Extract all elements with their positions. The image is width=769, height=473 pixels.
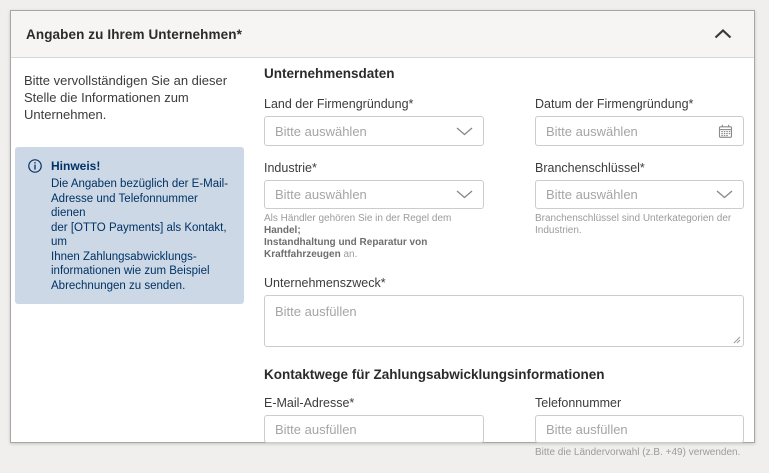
chevron-down-icon	[456, 190, 473, 199]
field-unternehmenszweck	[264, 275, 746, 347]
industrie-placeholder: Bitte auswählen	[275, 187, 367, 202]
telefonnummer-helper: Bitte die Ländervorwahl (z.B. +49) verwenden.	[535, 447, 741, 458]
field-telefonnummer	[535, 395, 744, 459]
datum-input-wrap[interactable]	[535, 116, 744, 146]
panel-body	[11, 58, 754, 458]
text-line: Ihnen Zahlungsabwicklungs-	[51, 250, 197, 263]
form-column	[264, 66, 746, 473]
form-row-2	[264, 160, 746, 261]
industrie-label: Industrie*	[264, 161, 317, 175]
collapse-button[interactable]	[714, 29, 732, 39]
branchenschluessel-select[interactable]	[535, 180, 744, 209]
chevron-down-icon	[456, 127, 473, 136]
info-icon	[28, 159, 42, 173]
unternehmenszweck-textarea-wrap	[264, 295, 744, 347]
chevron-down-icon	[716, 190, 733, 199]
helper-text: an.	[340, 249, 358, 260]
datum-label: Datum der Firmengründung*	[535, 97, 694, 111]
branchenschluessel-placeholder: Bitte auswählen	[546, 187, 638, 202]
email-label: E-Mail-Adresse*	[264, 396, 355, 410]
helper-bold: Instandhaltung und Reparatur von Kraftfahrzeugen	[264, 237, 428, 260]
land-select[interactable]	[264, 116, 484, 146]
unternehmenszweck-textarea[interactable]	[265, 296, 743, 346]
telefonnummer-label: Telefonnummer	[535, 396, 622, 410]
text-line: Stelle die Informationen zum	[24, 90, 189, 105]
branchenschluessel-helper: Branchenschlüssel sind Unterkategorien der Industrien.	[535, 213, 732, 236]
field-branchenschluessel	[535, 160, 744, 261]
field-land-der-firmengruendung	[264, 96, 484, 146]
hint-title: Hinweis!	[51, 159, 101, 173]
text-line: der [OTTO Payments] als Kontakt, um	[51, 221, 227, 248]
industrie-select[interactable]	[264, 180, 484, 209]
text-line: Abrechnungen zu senden.	[51, 279, 186, 292]
email-input[interactable]	[264, 415, 484, 443]
form-row-1	[264, 96, 746, 146]
resize-handle-icon[interactable]	[733, 336, 741, 344]
chevron-up-icon	[714, 29, 732, 39]
hint-content	[51, 158, 232, 293]
company-details-panel	[10, 10, 755, 458]
calendar-icon[interactable]	[718, 124, 733, 139]
form-row-3	[264, 395, 746, 459]
text-line: Die Angaben bezüglich der E-Mail-	[51, 178, 229, 190]
field-datum-der-firmengruendung	[535, 96, 744, 146]
land-placeholder: Bitte auswählen	[275, 123, 367, 139]
hint-text	[51, 177, 232, 293]
telefonnummer-input[interactable]	[535, 415, 744, 443]
helper-text: Als Händler gehören Sie in der Regel dem	[264, 213, 452, 224]
info-column	[24, 72, 259, 304]
section-title-unternehmensdaten: Unternehmensdaten	[264, 66, 395, 81]
text-line: Adresse und Telefonnummer dienen	[51, 192, 198, 219]
unternehmenszweck-label: Unternehmenszweck*	[264, 276, 386, 290]
panel-title: Angaben zu Ihrem Unternehmen*	[26, 26, 242, 42]
text-line: Bitte vervollständigen Sie an dieser	[24, 73, 228, 88]
field-email-adresse	[264, 395, 484, 459]
datum-input[interactable]	[546, 124, 718, 139]
hint-box	[15, 147, 244, 304]
intro-text	[24, 72, 259, 123]
helper-bold: Handel;	[264, 225, 301, 236]
field-industrie	[264, 160, 484, 261]
branchenschluessel-label: Branchenschlüssel*	[535, 161, 645, 175]
text-line: Unternehmen.	[24, 107, 107, 122]
industrie-helper	[264, 213, 484, 261]
section-title-kontaktwege: Kontaktwege für Zahlungsabwicklungsinformationen	[264, 367, 605, 382]
panel-header[interactable]	[11, 11, 754, 58]
land-label: Land der Firmengründung*	[264, 97, 414, 111]
text-line: informationen wie zum Beispiel	[51, 265, 210, 277]
